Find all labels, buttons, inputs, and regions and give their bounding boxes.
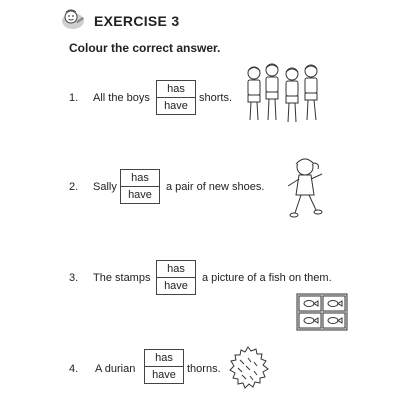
question-number: 1. xyxy=(69,92,79,104)
option-has[interactable]: has xyxy=(167,83,185,95)
option-have[interactable]: have xyxy=(157,277,195,294)
exercise-header xyxy=(60,8,179,34)
option-have[interactable]: have xyxy=(121,186,159,203)
answer-choice-box xyxy=(156,260,196,295)
question-text-before: All the boys xyxy=(93,92,150,104)
option-has[interactable]: has xyxy=(167,263,185,275)
question-number: 2. xyxy=(69,181,79,193)
option-has[interactable]: has xyxy=(131,172,149,184)
option-has[interactable]: has xyxy=(155,352,173,364)
durian-illustration xyxy=(224,344,272,397)
question-text-before: A durian xyxy=(95,363,136,375)
answer-choice-box xyxy=(144,349,184,384)
question-number: 3. xyxy=(69,272,79,284)
group-of-boys-illustration xyxy=(244,62,326,129)
instruction-text: Colour the correct answer. xyxy=(69,41,221,55)
answer-choice-box xyxy=(120,169,160,204)
question-text-before: The stamps xyxy=(93,272,151,284)
option-have[interactable]: have xyxy=(145,366,183,383)
question-number: 4. xyxy=(69,363,79,375)
question-text-after: a picture of a fish on them. xyxy=(202,272,332,284)
question-text-after: a pair of new shoes. xyxy=(166,181,265,193)
exercise-title: EXERCISE 3 xyxy=(94,13,180,29)
option-have[interactable]: have xyxy=(157,97,195,114)
pencil-boy-icon xyxy=(60,7,86,36)
answer-choice-box xyxy=(156,80,196,115)
fish-stamps-illustration xyxy=(296,293,348,336)
question-text-after: shorts. xyxy=(199,92,233,104)
question-text-after: thorns. xyxy=(187,363,221,375)
girl-running-illustration xyxy=(280,155,330,226)
question-text-before: Sally xyxy=(93,181,117,193)
